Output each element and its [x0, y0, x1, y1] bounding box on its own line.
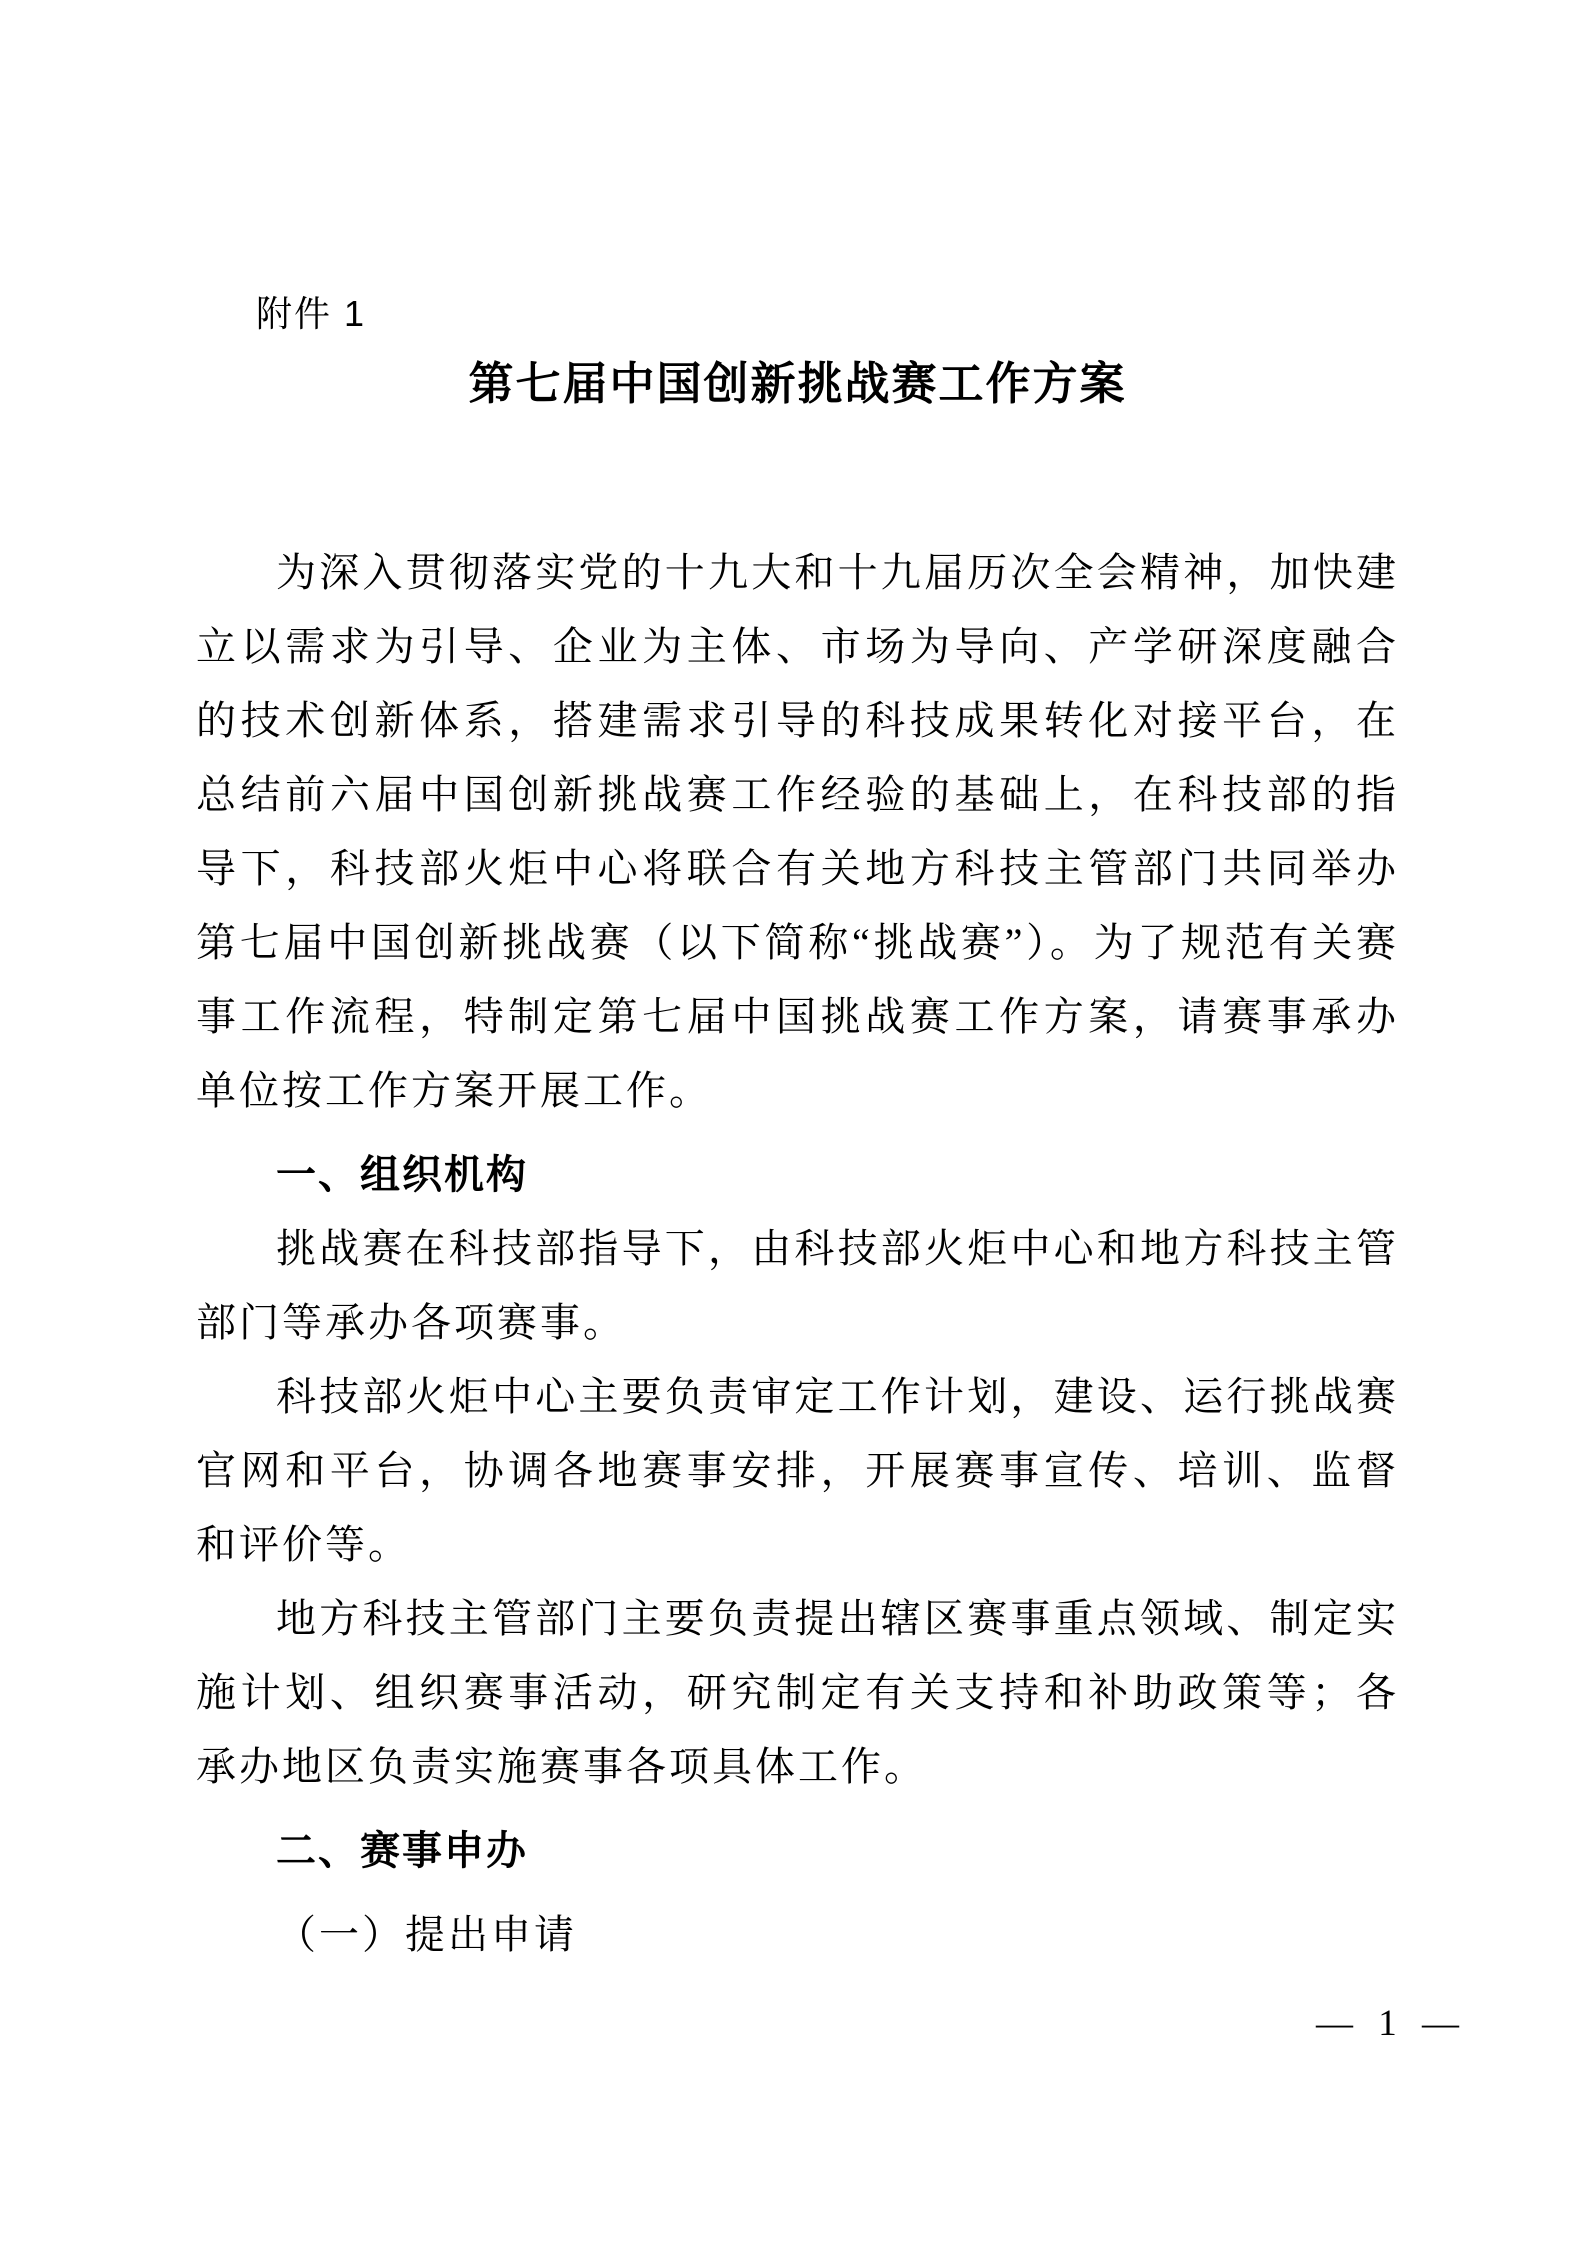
paragraph-organization-overview: 挑战赛在科技部指导下，由科技部火炬中心和地方科技主管部门等承办各项赛事。	[196, 1226, 1399, 1345]
paragraph-torch-center-duties: 科技部火炬中心主要负责审定工作计划，建设、运行挑战赛官网和平台，协调各地赛事安排，开展赛事宣传、培训、监督和评价等。	[196, 1374, 1399, 1567]
paragraph-local-department-duties: 地方科技主管部门主要负责提出辖区赛事重点领域、制定实施计划、组织赛事活动，研究制定有关支持和补助政策等；各承办地区负责实施赛事各项具体工作。	[196, 1596, 1399, 1789]
section-heading-application: 二、赛事申办	[276, 1829, 528, 1873]
document-title: 第七届中国创新挑战赛工作方案	[468, 359, 1127, 409]
paragraph-intro: 为深入贯彻落实党的十九大和十九届历次全会精神，加快建立以需求为引导、企业为主体、市场为导向、产学研深度融合的技术创新体系，搭建需求引导的科技成果转化对接平台，在总结前六届中国创新挑战赛工作经验的基础上，在科技部的指导下，科技部火炬中心将联合有关地方科技主管部门共同举办第七届中国创新挑战赛（以下简称“挑战赛”）。为了规范有关赛事工作流程，特制定第七届中国挑战赛工作方案，请赛事承办单位按工作方案开展工作。	[196, 550, 1399, 1113]
attachment-label: 附件 1	[256, 293, 367, 334]
subsection-heading-submit-application: （一）提出申请	[276, 1912, 577, 1957]
section-heading-organization: 一、组织机构	[276, 1153, 528, 1197]
page-number: — 1 —	[1316, 2003, 1467, 2044]
